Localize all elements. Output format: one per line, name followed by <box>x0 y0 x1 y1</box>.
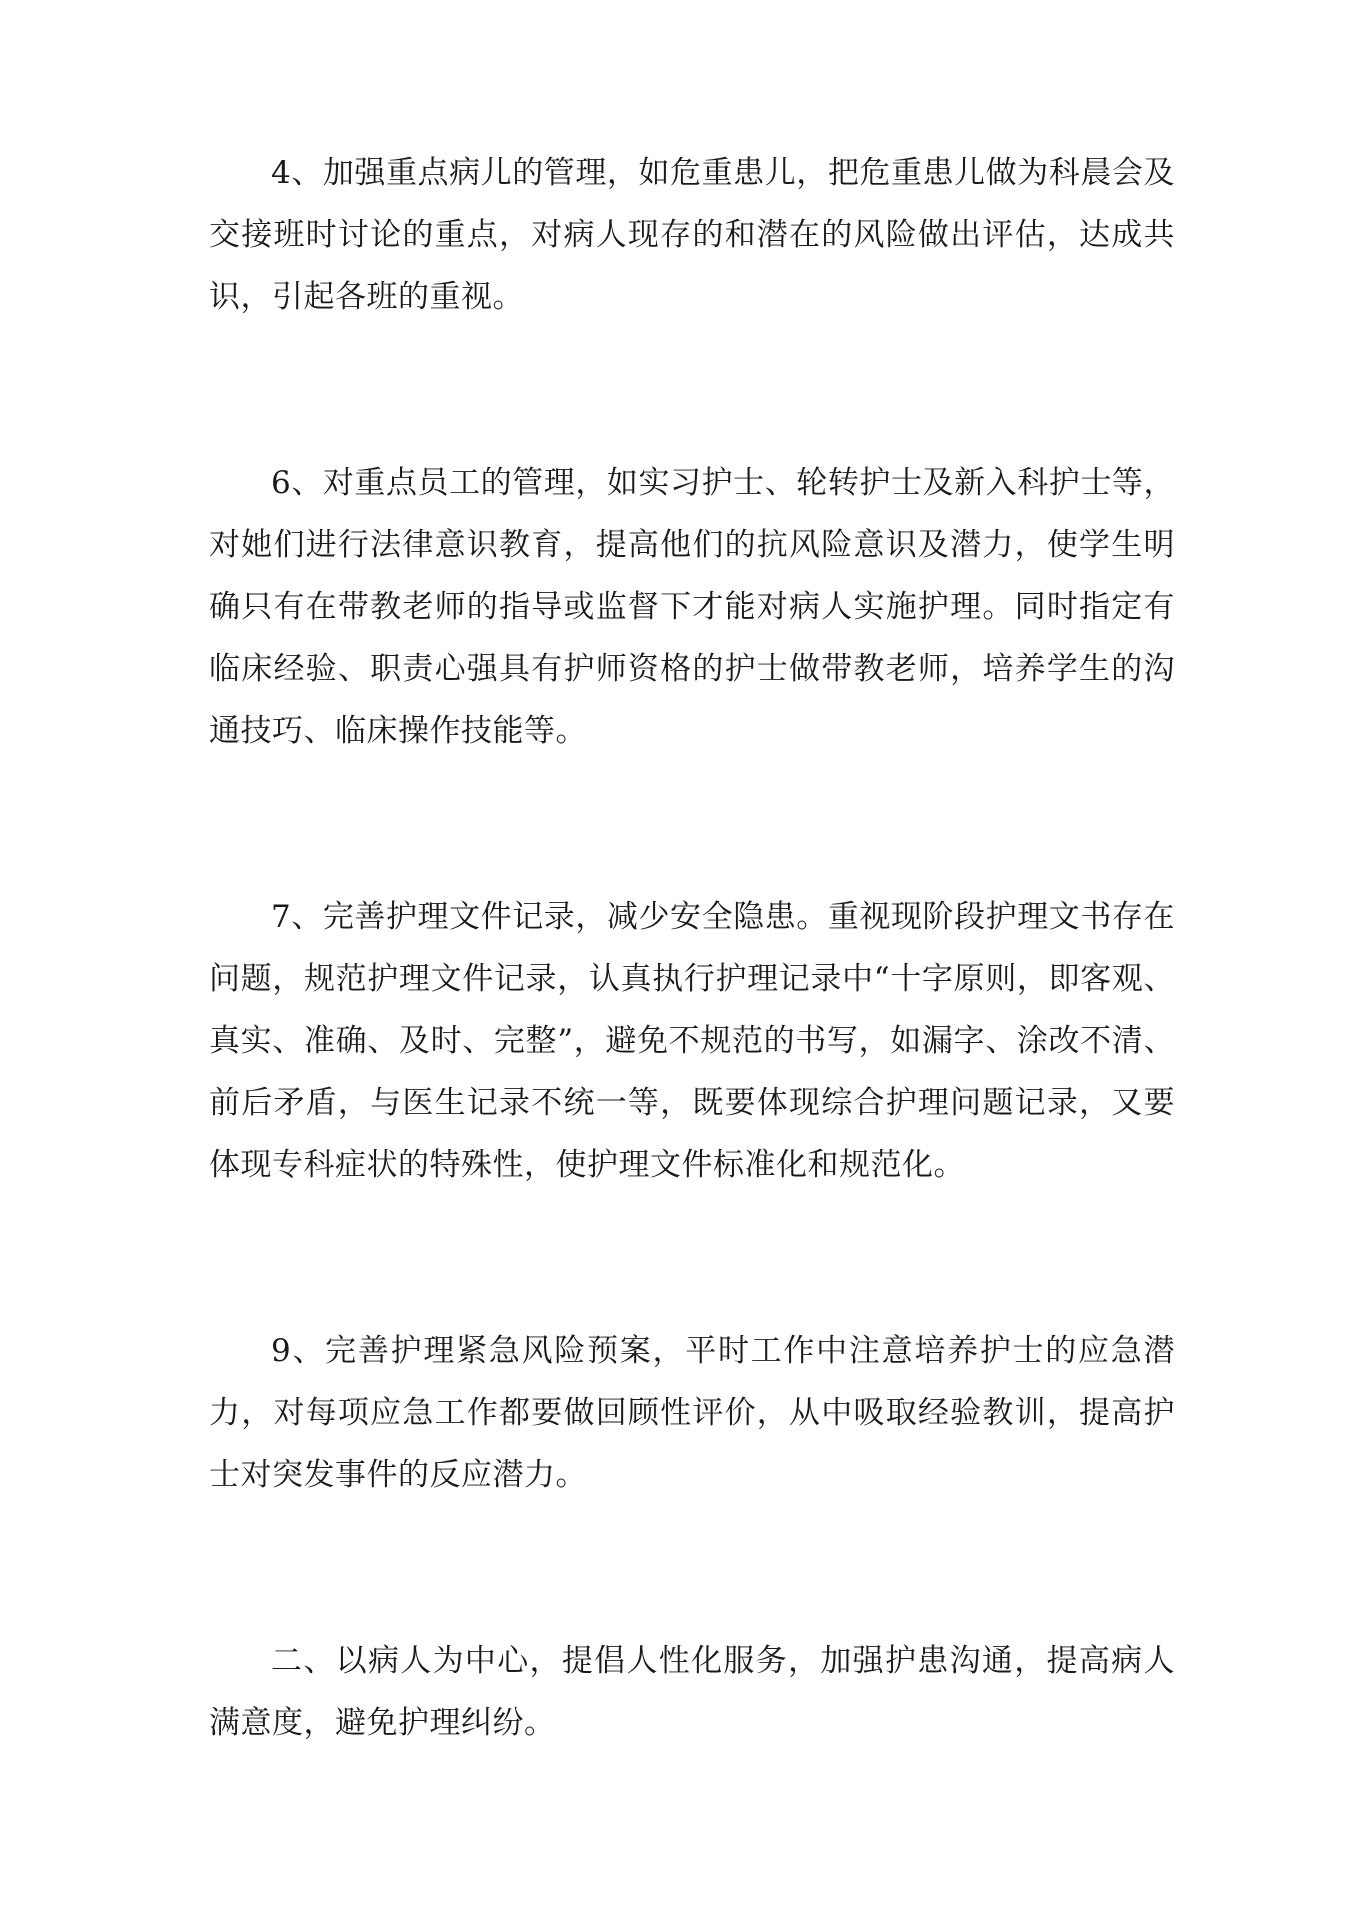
paragraph-item-7: 7、完善护理文件记录，减少安全隐患。重视现阶段护理文书存在问题，规范护理文件记录，认真执行护理记录中“十字原则，即客观、真实、准确、及时、完整”，避免不规范的书写，如漏字、涂改不清、前后矛盾，与医生记录不统一等，既要体现综合护理问题记录，又要体现专科症状的特殊性，使护理文件标准化和规范化。 <box>209 899 1175 1183</box>
document-body <box>209 142 1175 1754</box>
paragraph-section-two: 二、以病人为中心，提倡人性化服务，加强护患沟通，提高病人满意度，避免护理纠纷。 <box>209 1643 1175 1741</box>
paragraph-item-4: 4、加强重点病儿的管理，如危重患儿，把危重患儿做为科晨会及交接班时讨论的重点，对病人现存的和潜在的风险做出评估，达成共识，引起各班的重视。 <box>209 155 1175 315</box>
paragraph-item-9: 9、完善护理紧急风险预案，平时工作中注意培养护士的应急潜力，对每项应急工作都要做回顾性评价，从中吸取经验教训，提高护士对突发事件的反应潜力。 <box>209 1333 1175 1493</box>
paragraph-item-6: 6、对重点员工的管理，如实习护士、轮转护士及新入科护士等，对她们进行法律意识教育，提高他们的抗风险意识及潜力，使学生明确只有在带教老师的指导或监督下才能对病人实施护理。同时指定有临床经验、职责心强具有护师资格的护士做带教老师，培养学生的沟通技巧、临床操作技能等。 <box>209 465 1175 749</box>
